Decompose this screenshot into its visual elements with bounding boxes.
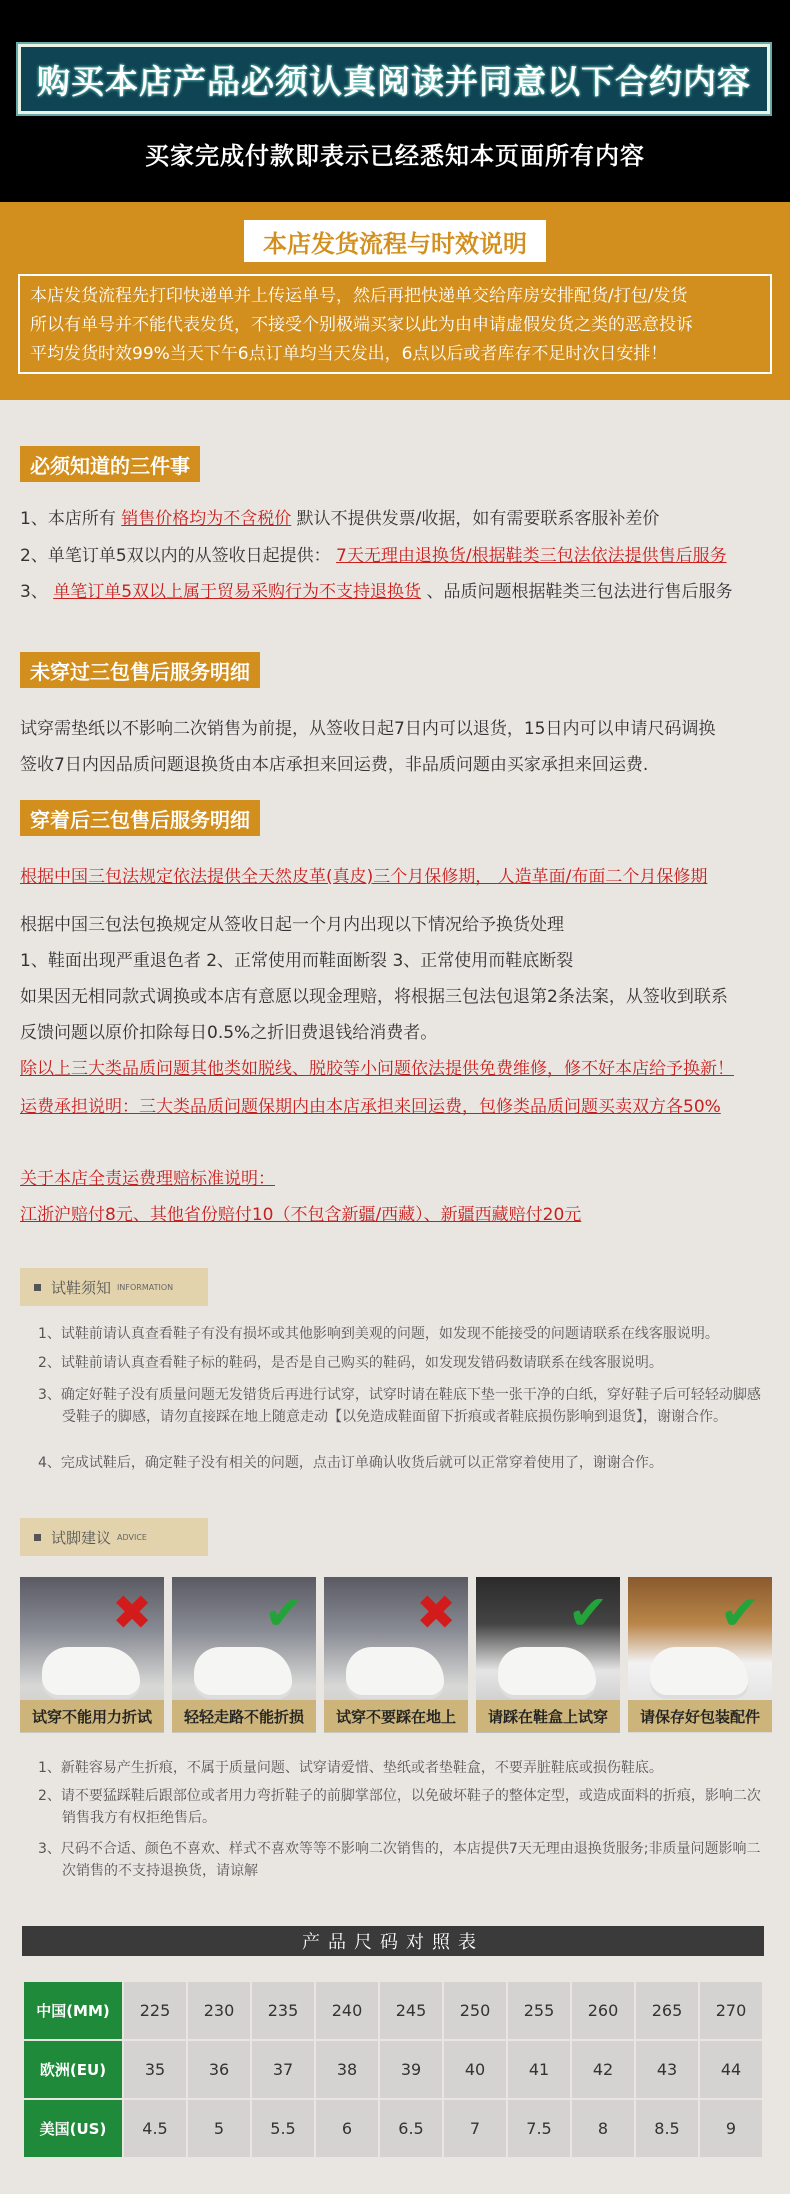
item-highlight: 7天无理由退换货/根据鞋类三包法依法提供售后服务 (336, 546, 727, 566)
size-cell: 41 (507, 2040, 571, 2099)
worn-title: 穿着后三包售后服务明细 (20, 800, 260, 836)
advice-caption: 请踩在鞋盒上试穿 (476, 1700, 620, 1732)
title-frame (18, 44, 770, 114)
size-cell: 42 (571, 2040, 635, 2099)
size-chart-table (22, 1980, 764, 2159)
try-notice-item: 2、试鞋前请认真查看鞋子标的鞋码，是否是自己购买的鞋码，如发现发错码数请联系在线客服说明。 (38, 1355, 663, 1371)
three-things-title: 必须知道的三件事 (20, 446, 200, 482)
size-cell: 9 (699, 2099, 763, 2158)
size-cell: 265 (635, 1981, 699, 2040)
page-title: 购买本店产品必须认真阅读并同意以下合约内容 (37, 61, 751, 101)
size-cell: 7.5 (507, 2099, 571, 2158)
size-cell: 43 (635, 2040, 699, 2099)
size-cell: 225 (123, 1981, 187, 2040)
try-notice-item: 1、试鞋前请认真查看鞋子有没有损坏或其他影响到美观的问题，如发现不能接受的问题请联系在线客服说明。 (38, 1326, 719, 1342)
shoe-image (194, 1647, 292, 1695)
bullet-icon (34, 1534, 41, 1541)
size-row-label: 美国(US) (23, 2099, 123, 2158)
three-things-item-2 (20, 541, 727, 566)
size-cell: 8.5 (635, 2099, 699, 2158)
unworn-line: 签收7日内因品质问题退换货由本店承担来回运费，非品质问题由买家承担来回运费. (20, 755, 649, 775)
size-row (23, 2099, 763, 2158)
shipping-text-box (18, 274, 772, 374)
size-cell: 35 (123, 2040, 187, 2099)
size-cell: 6.5 (379, 2099, 443, 2158)
shipping-line: 平均发货时效99%当天下午6点订单均当天发出，6点以后或者库存不足时次日安排！ (30, 344, 668, 364)
page-subtitle: 买家完成付款即表示已经悉知本页面所有内容 (145, 142, 645, 170)
shoe-image (346, 1647, 444, 1695)
size-cell: 37 (251, 2040, 315, 2099)
worn-line: 根据中国三包法包换规定从签收日起一个月内出现以下情况给予换货处理 (20, 915, 564, 935)
size-cell: 230 (187, 1981, 251, 2040)
try-notice-label-en: INFORMATION (117, 1282, 174, 1292)
size-row (23, 1981, 763, 2040)
advice-item: 3、尺码不合适、颜色不喜欢、样式不喜欢等等不影响二次销售的，本店提供7天无理由退换货服务;非质量问题影响二次销售的不支持退换货，请谅解 (38, 1841, 761, 1879)
size-cell: 6 (315, 2099, 379, 2158)
advice-caption: 轻轻走路不能折损 (172, 1700, 316, 1732)
size-cell: 235 (251, 1981, 315, 2040)
worn-line: 1、鞋面出现严重退色者 2、正常使用而鞋面断裂 3、正常使用而鞋底断裂 (20, 951, 574, 971)
shipping-line: 所以有单号并不能代表发货，不接受个别极端买家以此为由申请虚假发货之类的恶意投诉 (30, 315, 693, 335)
size-cell: 36 (187, 2040, 251, 2099)
size-cell: 39 (379, 2040, 443, 2099)
size-cell: 5.5 (251, 2099, 315, 2158)
size-cell: 44 (699, 2040, 763, 2099)
size-cell: 38 (315, 2040, 379, 2099)
size-cell: 4.5 (123, 2099, 187, 2158)
size-cell: 270 (699, 1981, 763, 2040)
shipping-title: 本店发货流程与时效说明 (244, 220, 546, 262)
shoe-image (42, 1647, 140, 1695)
size-cell: 8 (571, 2099, 635, 2158)
three-things-item-3 (20, 577, 732, 602)
size-row-label: 中国(MM) (23, 1981, 123, 2040)
size-cell: 255 (507, 1981, 571, 2040)
size-cell: 7 (443, 2099, 507, 2158)
freight-standard: 江浙沪赔付8元、其他省份赔付10（不包含新疆/西藏）、新疆西藏赔付20元 (20, 1205, 582, 1225)
size-cell: 5 (187, 2099, 251, 2158)
advice-label-en: ADVICE (117, 1532, 147, 1542)
shipping-line: 本店发货流程先打印快递单并上传运单号，然后再把快递单交给库房安排配货/打包/发货 (30, 286, 688, 306)
worn-freight-note: 运费承担说明：三大类品质问题保期内由本店承担来回运费，包修类品质问题买卖双方各50% (20, 1097, 721, 1117)
size-row (23, 2040, 763, 2099)
size-chart-title: 产品尺码对照表 (22, 1926, 764, 1956)
item-text: 3、 (20, 582, 48, 602)
cross-icon: ✖ (112, 1585, 153, 1641)
advice-item: 2、请不要猛踩鞋后跟部位或者用力弯折鞋子的前脚掌部位，以免破坏鞋子的整体定型，或造成面料的折痕，影响二次销售我方有权拒绝售后。 (38, 1788, 761, 1826)
advice-caption: 请保存好包装配件 (628, 1700, 772, 1732)
unworn-line: 试穿需垫纸以不影响二次销售为前提，从签收日起7日内可以退货，15日内可以申请尺码调换 (20, 719, 716, 739)
shipping-section (0, 202, 790, 400)
item-text: 、品质问题根据鞋类三包法进行售后服务 (426, 582, 733, 602)
freight-standard-title: 关于本店全责运费理赔标准说明： (20, 1169, 275, 1189)
advice-label: 试脚建议 (51, 1528, 112, 1547)
advice-caption: 试穿不能用力折试 (20, 1700, 164, 1732)
advice-title (20, 1518, 208, 1556)
item-text: 默认不提供发票/收据，如有需要联系客服补差价 (296, 509, 660, 529)
shoe-image (498, 1647, 596, 1695)
worn-line: 如果因无相同款式调换或本店有意愿以现金理赔，将根据三包法包退第2条法案，从签收到联系 (20, 987, 728, 1007)
worn-line: 反馈问题以原价扣除每日0.5%之折旧费退钱给消费者。 (20, 1023, 438, 1043)
advice-caption: 试穿不要踩在地上 (324, 1700, 468, 1732)
item-highlight: 单笔订单5双以上属于贸易采购行为不支持退换货 (53, 582, 422, 602)
try-notice-item: 3、确定好鞋子没有质量问题无发错货后再进行试穿，试穿时请在鞋底下垫一张干净的白纸，穿好鞋子后可轻轻动脚感受鞋子的脚感，请勿直接踩在地上随意走动【以免造成鞋面留下折痕或者鞋底损伤影响到退货】，谢谢合作。 (38, 1387, 761, 1425)
worn-repair-note: 除以上三大类品质问题其他类如脱线、脱胶等小问题依法提供免费维修，修不好本店给予换新！ (20, 1059, 734, 1079)
advice-item: 1、新鞋容易产生折痕，不属于质量问题、试穿请爱惜、垫纸或者垫鞋盒，不要弄脏鞋底或损伤鞋底。 (38, 1760, 663, 1776)
size-cell: 260 (571, 1981, 635, 2040)
item-text: 1、本店所有 (20, 509, 116, 529)
size-cell: 40 (443, 2040, 507, 2099)
try-notice-item: 4、完成试鞋后，确定鞋子没有相关的问题，点击订单确认收货后就可以正常穿着使用了，谢谢合作。 (38, 1455, 663, 1471)
check-icon: ✔ (568, 1585, 609, 1641)
size-cell: 240 (315, 1981, 379, 2040)
top-banner (0, 0, 790, 202)
size-row-label: 欧洲(EU) (23, 2040, 123, 2099)
cross-icon: ✖ (416, 1585, 457, 1641)
three-things-item-1 (20, 504, 659, 529)
item-text: 2、单笔订单5双以内的从签收日起提供： (20, 546, 331, 566)
worn-warranty: 根据中国三包法规定依法提供全天然皮革(真皮)三个月保修期， 人造革面/布面二个月保修期 (20, 867, 708, 887)
check-icon: ✔ (720, 1585, 761, 1641)
unworn-title: 未穿过三包售后服务明细 (20, 652, 260, 688)
shoe-image (650, 1647, 748, 1695)
item-highlight: 销售价格均为不含税价 (121, 509, 292, 529)
size-cell: 250 (443, 1981, 507, 2040)
bullet-icon (34, 1284, 41, 1291)
size-cell: 245 (379, 1981, 443, 2040)
try-notice-title (20, 1268, 208, 1306)
try-notice-label: 试鞋须知 (51, 1278, 112, 1297)
check-icon: ✔ (264, 1585, 305, 1641)
